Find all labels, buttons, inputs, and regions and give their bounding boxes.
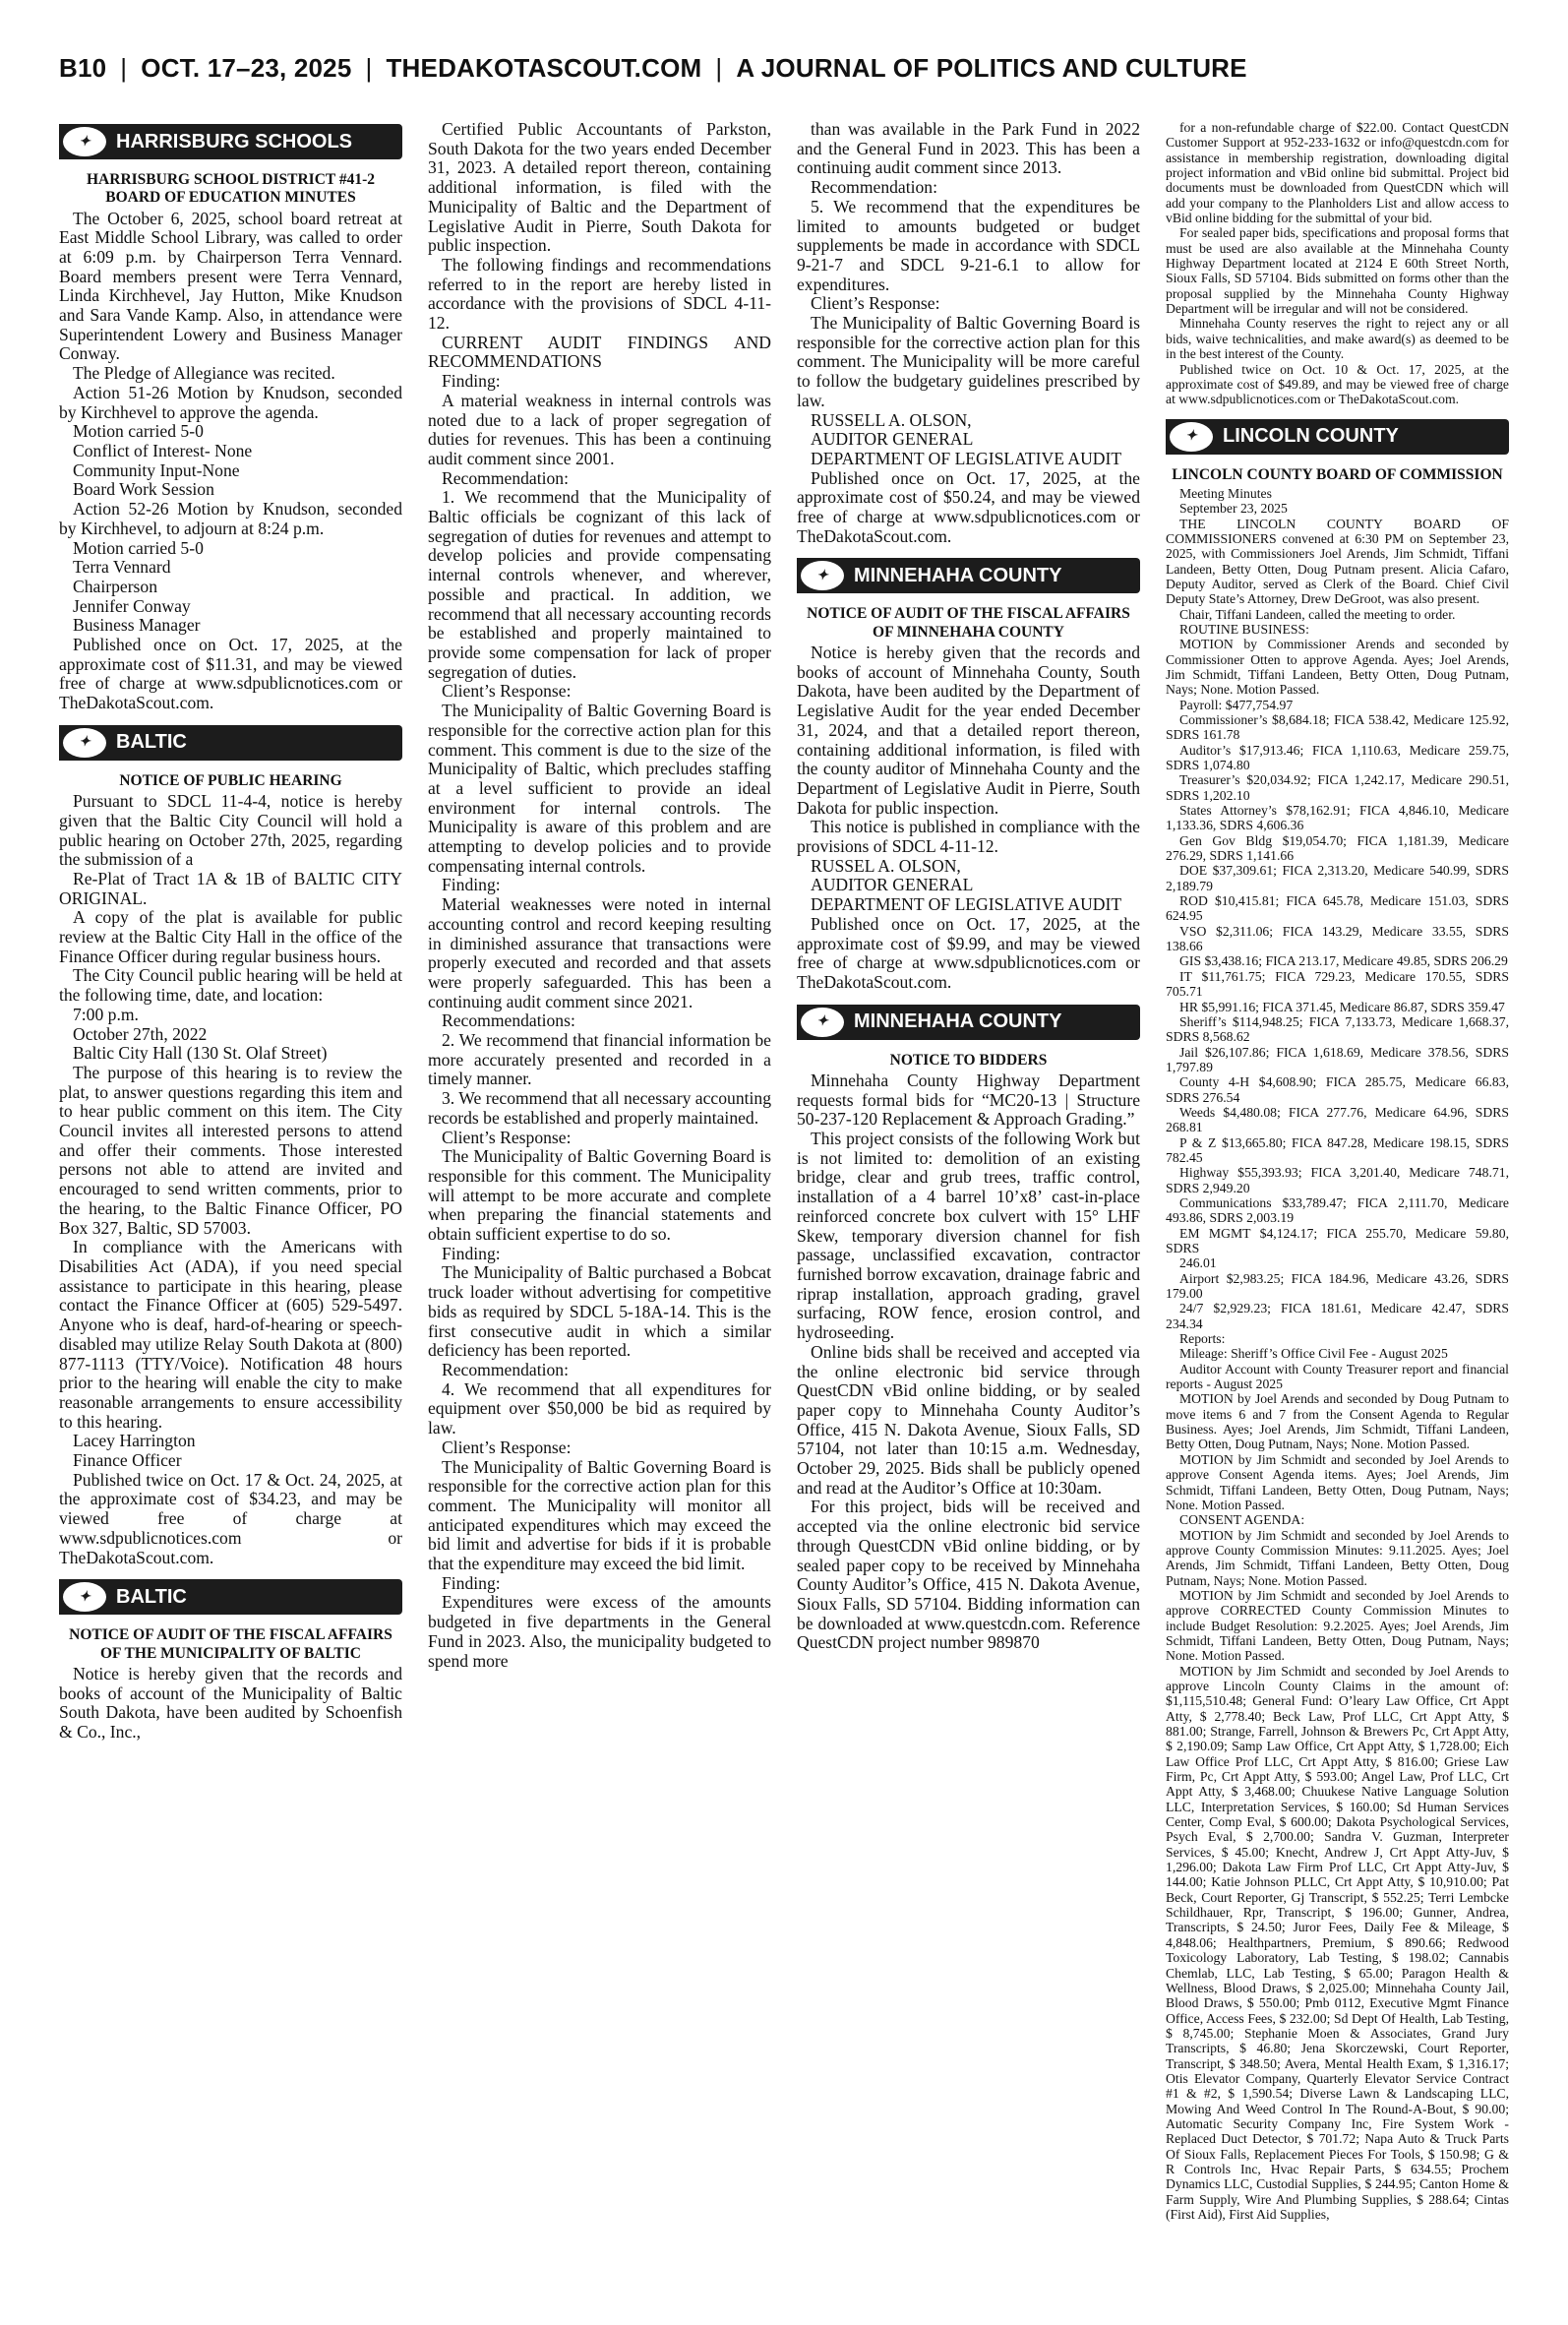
notice-title: NOTICE TO BIDDERS: [889, 1051, 1048, 1069]
notice-paragraph: Recommendation:: [442, 1360, 569, 1379]
notice-title: HARRISBURG SCHOOL DISTRICT #41-2 BOARD OF EDUCATION MINUTES: [87, 171, 375, 207]
notice-paragraph: Minnehaha County Highway Department requests formal bids for “MC20-13 | Structure 50-237-120 Replacement & Approach Grading.”: [797, 1070, 1140, 1130]
notice-paragraph: IT $11,761.75; FICA 729.23, Medicare 170.55, SDRS 705.71: [1166, 968, 1509, 1000]
notice-paragraph: Certified Public Accountants of Parkston, South Dakota for the two years ended December 31, 2023. A detailed report thereon, containing additional information, is filed with the Municipality of Baltic and the Department of Legislative Audit in Pierre, South Dakota for public inspection.: [428, 120, 771, 256]
notice-paragraph: Conflict of Interest- None: [73, 441, 253, 460]
section-banner-label: LINCOLN COUNTY: [1223, 425, 1399, 448]
column-2: [428, 120, 771, 2306]
notice-paragraph: For this project, bids will be received and accepted via the online electronic bid service through QuestCDN vBid online bidding, or by sealed paper copy to be received by Minnehaha County Auditor’s Office, 415 N. Dakota Avenue, Sioux Falls, SD 57104. Bidding information can be downloaded at www.questcdn.com. Reference QuestCDN project number 989870: [797, 1497, 1140, 1653]
notice-paragraph: A material weakness in internal controls was noted due to a lack of proper segregation of duties for revenues. This has been a continuing audit comment since 2001.: [428, 390, 771, 468]
column-4: [1166, 120, 1509, 2306]
notice-paragraph: A copy of the plat is available for public review at the Baltic City Hall in the office of the Finance Officer during regular business hours.: [59, 907, 402, 966]
notice-body: [1166, 120, 1509, 407]
site-name: THEDAKOTASCOUT.COM: [386, 52, 702, 83]
notice-paragraph: Client’s Response:: [811, 293, 940, 314]
notice-paragraph: Airport $2,983.25; FICA 184.96, Medicare 43.26, SDRS 179.00: [1166, 1270, 1509, 1302]
section-banner-label: BALTIC: [116, 1585, 187, 1608]
notice-paragraph: Expenditures were excess of the amounts budgeted in five departments in the General Fund in 2023. Also, the municipality budgeted to spend more: [428, 1592, 771, 1671]
notice-paragraph: Published once on Oct. 17, 2025, at the approximate cost of $11.31, and may be viewed free of charge at www.sdpublicnotices.com or TheDakotaScout.com.: [59, 635, 402, 713]
masthead-divider: |: [715, 52, 723, 83]
notice-paragraph: Finding:: [442, 1572, 501, 1593]
issue-dates: OCT. 17–23, 2025: [141, 52, 352, 83]
notice-paragraph: Action 51-26 Motion by Knudson, seconded by Kirchhevel to approve the agenda.: [59, 382, 402, 422]
notice-paragraph: Client’s Response:: [442, 1437, 572, 1457]
scout-logo-icon: ✦: [63, 127, 106, 156]
notice-paragraph: AUDITOR GENERAL: [811, 429, 974, 450]
notice-paragraph: DEPARTMENT OF LEGISLATIVE AUDIT: [811, 448, 1122, 468]
notice-paragraph: Baltic City Hall (130 St. Olaf Street): [73, 1043, 328, 1064]
scout-logo-icon: ✦: [1170, 422, 1213, 452]
notice-paragraph: Pursuant to SDCL 11-4-4, notice is hereby given that the Baltic City Council will hold a public hearing on October 27th, 2025, regarding the submission of a: [59, 791, 402, 870]
scout-logo-icon: ✦: [63, 1582, 106, 1612]
notice-paragraph: 5. We recommend that the expenditures be limited to amounts budgeted or budget supplements be made in accordance with SDCL 9-21-7 and SDCL 9-21-6.1 to allow for expenditures.: [797, 196, 1140, 294]
notice-paragraph: Finding:: [442, 875, 501, 895]
notice-paragraph: DOE $37,309.61; FICA 2,313.20, Medicare 540.99, SDRS 2,189.79: [1166, 863, 1509, 893]
notice-paragraph: Treasurer’s $20,034.92; FICA 1,242.17, Medicare 290.51, SDRS 1,202.10: [1166, 772, 1509, 803]
notice-paragraph: MOTION by Jim Schmidt and seconded by Joel Arends to approve Lincoln County Claims in the amount of: $1,115,510.48; General Fund: O’leary Law Office, Crt Appt Atty, $ 2,778.40; Beck Law, Prof LLC, Crt Appt Atty, $ 881.00; Strange, Farrell, Johnson & Brewers Pc, Crt Appt Atty, $ 2,190.09; Samp Law Office, Crt Appt Atty, $ 1,728.00; Eich Law Office Prof LLC, Crt Appt Atty, $ 816.00; Griese Law Firm, Pc, Crt Appt Atty, $ 593.00; Angel Law, Prof LLC, Crt Appt Atty, $ 3,468.00; Chuukese Native Language Solution LLC, Interpretation Services, $ 160.00; Sd Human Services Center, Comp Eval, $ 600.00; Dakota Psychological Services, Psych Eval, $ 2,700.00; Sandra V. Guzman, Interpreter Services, $ 45.00; Knecht, Andrew J, Crt Appt Atty-Juv, $ 1,296.00; Dakota Law Firm Prof LLC, Crt Appt Atty-Juv, $ 144.00; Katie Johnson PLLC, Crt Appt Atty, $ 10,910.00; Pat Beck, Court Reporter, Gj Transcript, $ 552.25; Terri Lembcke Schildhauer, Rpr, Transcript, $ 196.00; Gunner, Andrea, Transcripts, $ 24.50; Juror Fees, Daily Fee & Mileage, $ 4,848.06; Healthpartners, Premium, $ 890.66; Redwood Toxicology Laboratory, Lab Testing, $ 198.02; Cannabis Chemlab, LLC, Lab Testing, $ 65.00; Paragon Health & Wellness, Blood Draws, $ 2,025.00; Minnehaha County Jail, Blood Draws, $ 550.00; Pmb 0112, Executive Mgmt Finance Office, Access Fees, $ 232.00; Sd Dept Of Health, Lab Testing, $ 8,745.00; Stephanie Moen & Associates, Grand Jury Transcripts, $ 46.80; Jena Skorczewski, Court Reporter, Transcript, $ 348.50; Avera, Mental Health Exam, $ 1,316.17; Otis Elevator Company, Quarterly Elevator Service Contract #1 & #2, $ 1,590.54; Diverse Lawn & Landscaping LLC, Mowing And Weed Control In The Round-A-Bout, $ 90.00; Automatic Security Company Inc, Fire System Work - Replaced Duct Detector, $ 701.72; Napa Auto & Truck Parts Of Sioux Falls, Replacement Pieces For Tools, $ 150.98; G & R Controls Inc, Hvac Repair Parts, $ 634.55; Prochem Dynamics LLC, Custodial Supplies, $ 244.95; Canton Home & Farm Supply, Wire And Plumbing Supplies, $ 288.64; Cintas (First Aid), First Aid Supplies,: [1166, 1663, 1509, 2222]
notice-paragraph: MOTION by Commissioner Arends and seconded by Commissioner Otten to approve Agenda. Ayes; Joel Arends, Jim Schmidt, Tiffani Landeen, Betty Otten, Doug Putnam, Nays; None. Motion Passed.: [1166, 637, 1509, 698]
notice-paragraph: Published once on Oct. 17, 2025, at the approximate cost of $50.24, and may be viewed free of charge at www.sdpublicnotices.com or TheDakotaScout.com.: [797, 467, 1140, 546]
notice-paragraph: This notice is published in compliance with the provisions of SDCL 4-11-12.: [797, 817, 1140, 857]
notice-paragraph: Jennifer Conway: [73, 595, 191, 616]
column-3: [797, 120, 1140, 2306]
notice-paragraph: Action 52-26 Motion by Knudson, seconded by Kirchhevel, to adjourn at 8:24 p.m.: [59, 499, 402, 538]
notice-paragraph: MOTION by Jim Schmidt and seconded by Joel Arends to approve Consent Agenda items. Ayes; Joel Arends, Jim Schmidt, Tiffani Landeen, Betty Otten, Doug Putnam, Nays; None. Motion Passed.: [1166, 1451, 1509, 1512]
notice-paragraph: Motion carried 5-0: [73, 421, 204, 442]
notice-paragraph: Payroll: $477,754.97: [1179, 697, 1294, 712]
notice-paragraph: Online bids shall be received and accepted via the online electronic bid service through QuestCDN vBid online bidding, or by sealed paper copy to Minnehaha County Auditor’s Office, 415 N. Dakota Avenue, Sioux Falls, SD 57104, not later than 10:15 a.m. Wednesday, October 29, 2025. Bids shall be publicly opened and read at the Auditor’s Office at 10:30am.: [797, 1341, 1140, 1498]
notice-paragraph: Client’s Response:: [442, 1127, 572, 1147]
notice-paragraph: ROUTINE BUSINESS:: [1179, 621, 1309, 637]
notice-paragraph: 2. We recommend that financial information be more accurately presented and recorded in a timely manner.: [428, 1030, 771, 1089]
notice-body-continued: [1166, 1255, 1509, 2222]
notice-paragraph: Recommendation:: [811, 177, 937, 198]
notice-paragraph: Business Manager: [73, 615, 201, 636]
notice-paragraph: The purpose of this hearing is to review the plat, to answer questions regarding this item and to hear public comment on this item. The City Council invites all interested persons to attend and offer their comments. Those interested persons not able to attend are invited and encouraged to send written comments, prior to the hearing, to the Baltic Finance Officer, PO Box 327, Baltic, SD 57003.: [59, 1062, 402, 1238]
notice-paragraph: Published once on Oct. 17, 2025, at the approximate cost of $9.99, and may be viewed free of charge at www.sdpublicnotices.com or TheDakotaScout.com.: [797, 913, 1140, 992]
section-banner-minnehaha-county-bids: [797, 1005, 1140, 1040]
scout-logo-icon: ✦: [801, 1008, 844, 1037]
notice-paragraph: The Municipality of Baltic Governing Board is responsible for the corrective action plan for this comment. The Municipality will be more careful to follow the budgetary guidelines prescribed by law.: [797, 313, 1140, 410]
notice-paragraph: September 23, 2025: [1179, 501, 1288, 517]
notice-paragraph: The Municipality of Baltic Governing Board is responsible for this comment. The Municipality will attempt to be more accurate and complete when preparing the financial statements and obtain sufficient expertise to do so.: [428, 1146, 771, 1245]
section-banner-harrisburg-schools: [59, 124, 402, 159]
notice-paragraph: Motion carried 5-0: [73, 537, 204, 558]
notice-paragraph: GIS $3,438.16; FICA 213.17, Medicare 49.85, SDRS 206.29: [1179, 953, 1508, 969]
notice-paragraph: CONSENT AGENDA:: [1179, 1512, 1305, 1528]
notice-paragraph: CURRENT AUDIT FINDINGS AND RECOMMENDATIONS: [428, 332, 771, 372]
notice-paragraph: Community Input-None: [73, 459, 240, 480]
notice-paragraph: VSO $2,311.06; FICA 143.29, Medicare 33.55, SDRS 138.66: [1166, 923, 1509, 954]
notice-paragraph: Auditor’s $17,913.46; FICA 1,110.63, Medicare 259.75, SDRS 1,074.80: [1166, 742, 1509, 772]
notice-paragraph: Mileage: Sheriff’s Office Civil Fee - August 2025: [1179, 1346, 1448, 1362]
notice-paragraph: EM MGMT $4,124.17; FICA 255.70, Medicare 59.80, SDRS: [1166, 1225, 1509, 1255]
notice-paragraph: MOTION by Jim Schmidt and seconded by Joel Arends to approve County Commission Minutes: 9.11.2025. Ayes; Joel Arends, Jim Schmidt, Tiffani Landeen, Betty Otten, Doug Putnam, Nays; None. Motion Passed.: [1166, 1527, 1509, 1588]
notice-paragraph: Jail $26,107.86; FICA 1,618.69, Medicare 378.56, SDRS 1,797.89: [1166, 1044, 1509, 1074]
notice-paragraph: Notice is hereby given that the records and books of account of Minnehaha County, South Dakota, have been audited by the Department of Legislative Audit for the year ended December 31, 2024, and that a detailed report thereon, containing additional information, is filed with the county auditor of Minnehaha County and the Department of Legislative Audit in Pierre, South Dakota for public inspection.: [797, 642, 1140, 818]
notices-columns: [59, 120, 1509, 2306]
notice-paragraph: Meeting Minutes: [1179, 485, 1272, 501]
notice-paragraph: than was available in the Park Fund in 2022 and the General Fund in 2023. This has been a continuing audit comment since 2013.: [797, 120, 1140, 178]
notice-paragraph: States Attorney’s $78,162.91; FICA 4,846.10, Medicare 1,133.36, SDRS 4,606.36: [1166, 803, 1509, 833]
scout-logo-icon: ✦: [801, 561, 844, 590]
notice-paragraph: Chairperson: [73, 576, 157, 596]
masthead-divider: |: [120, 52, 128, 83]
notice-title: NOTICE OF PUBLIC HEARING: [119, 771, 342, 789]
notice-paragraph: Minnehaha County reserves the right to reject any or all bids, waive technicalities, and make award(s) as deemed to be in the best interest of the County.: [1166, 316, 1509, 362]
notice-paragraph: Commissioner’s $8,684.18; FICA 538.42, Medicare 125.92, SDRS 161.78: [1166, 711, 1509, 743]
tagline: A JOURNAL OF POLITICS AND CULTURE: [736, 52, 1247, 83]
notice-paragraph: The following findings and recommendations referred to in the report are hereby listed in accordance with the provisions of SDCL 4-11-12.: [428, 254, 771, 334]
section-banner-label: HARRISBURG SCHOOLS: [116, 130, 353, 153]
notice-paragraph: For sealed paper bids, specifications and proposal forms that must be used are also available at the Minnehaha County Highway Department located at 2124 E 60th Street North, Sioux Falls, SD 57104. Bids submitted on forms other than the proposal supplied by the Minnehaha County Highway Department will be irregular and will not be considered.: [1166, 225, 1509, 317]
notice-body: [797, 120, 1140, 546]
notice-paragraph: The Pledge of Allegiance was recited.: [73, 363, 335, 384]
notice-paragraph: MOTION by Jim Schmidt and seconded by Joel Arends to approve CORRECTED County Commission Minutes to include Budget Resolution: 9.2.2025. Ayes; Joel Arends, Jim Schmidt, Tiffani Landeen, Betty Otten, Doug Putnam, Nays; None. Motion Passed.: [1166, 1587, 1509, 1664]
notice-paragraph: Finance Officer: [73, 1450, 182, 1471]
notice-paragraph: AUDITOR GENERAL: [811, 875, 974, 895]
notice-title: NOTICE OF AUDIT OF THE FISCAL AFFAIRS OF MINNEHAHA COUNTY: [807, 605, 1130, 641]
notice-paragraph: Material weaknesses were noted in internal accounting control and record keeping resulting in diminished assurance that transactions were properly executed and recorded and that assets were properly safeguarded. This has been a continuing audit comment since 2021.: [428, 894, 771, 1011]
notice-paragraph: 4. We recommend that all expenditures for equipment over $50,000 be bid as required by law.: [428, 1378, 771, 1438]
notice-paragraph: Sheriff’s $114,948.25; FICA 7,133.73, Medicare 1,668.37, SDRS 8,568.62: [1166, 1013, 1509, 1045]
notice-body: [797, 643, 1140, 993]
section-banner-label: MINNEHAHA COUNTY: [854, 564, 1062, 586]
notice-paragraph: The October 6, 2025, school board retreat at East Middle School Library, was called to order at 6:09 p.m. by Chairperson Terra Vennard. Board members present were Terra Vennard, Linda Kirchhevel, Jay Hutton, Mike Knudson and Sara Vande Kamp. Also, in attendance were Superintendent Lowery and Business Manager Conway.: [59, 208, 402, 364]
notice-body: [59, 1665, 402, 1743]
notice-paragraph: Highway $55,393.93; FICA 3,201.40, Medicare 748.71, SDRS 2,949.20: [1166, 1165, 1509, 1195]
page-number: B10: [59, 52, 107, 83]
notice-paragraph: Weeds $4,480.08; FICA 277.76, Medicare 64.96, SDRS 268.81: [1166, 1104, 1509, 1135]
notice-paragraph: Reports:: [1179, 1331, 1226, 1347]
notice-paragraph: Chair, Tiffani Landeen, called the meeting to order.: [1179, 606, 1456, 622]
column-1: [59, 120, 402, 2306]
notice-paragraph: The Municipality of Baltic Governing Board is responsible for the corrective action plan for this comment. The Municipality will monitor all anticipated expenditures which may exceed the bid limit and advertise for bids if it is probable that the expenditure may exceed the bid limit.: [428, 1456, 771, 1574]
notice-paragraph: Published twice on Oct. 10 & Oct. 17, 2025, at the approximate cost of $49.89, and may be viewed free of charge at www.sdpublicnotices.com or TheDakotaScout.com.: [1166, 361, 1509, 407]
masthead-divider: |: [365, 52, 373, 83]
notice-paragraph: Terra Vennard: [73, 557, 171, 578]
notice-paragraph: DEPARTMENT OF LEGISLATIVE AUDIT: [811, 894, 1122, 915]
notice-paragraph: Recommendations:: [442, 1010, 575, 1031]
section-banner-baltic: [59, 725, 402, 761]
notice-paragraph: 246.01: [1179, 1255, 1217, 1271]
section-banner-label: MINNEHAHA COUNTY: [854, 1010, 1062, 1033]
notice-paragraph: County 4-H $4,608.90; FICA 285.75, Medicare 66.83, SDRS 276.54: [1166, 1074, 1509, 1105]
notice-paragraph: RUSSELL A. OLSON,: [811, 409, 972, 430]
notice-paragraph: ROD $10,415.81; FICA 645.78, Medicare 151.03, SDRS 624.95: [1166, 893, 1509, 924]
notice-title: NOTICE OF AUDIT OF THE FISCAL AFFAIRS OF THE MUNICIPALITY OF BALTIC: [69, 1626, 392, 1662]
masthead: [59, 51, 1509, 85]
notice-body: [59, 792, 402, 1567]
notice-body: [59, 210, 402, 713]
notice-paragraph: The Municipality of Baltic purchased a Bobcat truck loader without advertising for competitive bids as required by SDCL 5-18A-14. This is the first consecutive audit in which a similar deficiency has been reported.: [428, 1262, 771, 1361]
notice-paragraph: Client’s Response:: [442, 681, 572, 702]
notice-body: [1166, 486, 1509, 1256]
notice-paragraph: 1. We recommend that the Municipality of Baltic officials be cognizant of this lack of segregation of duties for revenues and attempt to develop policies and provide compensating internal controls whenever, and wherever, possible and practical. In addition, we recommend that all necessary accounting records be established and properly maintained to provide some compensation for lack of proper segregation of duties.: [428, 487, 771, 682]
notice-paragraph: RUSSEL A. OLSON,: [811, 855, 961, 876]
notice-title: LINCOLN COUNTY BOARD OF COMMISSION: [1172, 465, 1503, 483]
notice-paragraph: This project consists of the following Work but is not limited to: demolition of an existing bridge, clear and grub trees, traffic control, installation of a 4 barrel 10’x8’ cast-in-place reinforced concrete box culvert with 15° LHF Skew, temporary diversion channel for fish passage, unclassified excavation, contractor furnished borrow excavation, drainage fabric and riprap installation, approach grading, gravel surfacing, ROW fence, erosion control, and hydroseeding.: [797, 1129, 1140, 1343]
section-banner-minnehaha-county: [797, 558, 1140, 593]
notice-paragraph: for a non-refundable charge of $22.00. Contact QuestCDN Customer Support at 952-233-1632 or info@questcdn.com for assistance in membership registration, downloading digital project information and vBid online bid submittal. Project bid documents must be downloaded from QuestCDN which will add your company to the Planholders List and allow access to vBid online bidding for the submittal of your bid.: [1166, 120, 1509, 226]
notice-paragraph: Re-Plat of Tract 1A & 1B of BALTIC CITY ORIGINAL.: [59, 868, 402, 908]
notice-paragraph: HR $5,991.16; FICA 371.45, Medicare 86.87, SDRS 359.47: [1179, 999, 1505, 1014]
notice-paragraph: 7:00 p.m.: [73, 1004, 139, 1024]
notice-paragraph: Notice is hereby given that the records and books of account of the Municipality of Baltic South Dakota, have been audited by Schoenfish & Co., Inc.,: [59, 1663, 402, 1742]
notice-paragraph: THE LINCOLN COUNTY BOARD OF COMMISSIONERS convened at 6:30 PM on September 23, 2025, with Commissioners Joel Arends, Jim Schmidt, Tiffani Landeen, Betty Otten, Doug Putnam present. Alicia Cafaro, Deputy Auditor, served as Clerk of the Board. Chief Civil Deputy State’s Attorney, Drew DeGroot, was also present.: [1166, 516, 1509, 607]
notice-body: [797, 1071, 1140, 1653]
notice-paragraph: Finding:: [442, 371, 501, 392]
scout-logo-icon: ✦: [63, 728, 106, 758]
notice-paragraph: P & Z $13,665.80; FICA 847.28, Medicare 198.15, SDRS 782.45: [1166, 1134, 1509, 1165]
notice-paragraph: In compliance with the Americans with Disabilities Act (ADA), if you need special assistance to participate in this hearing, please contact the Finance Officer at (605) 529-5497. Anyone who is deaf, hard-of-hearing or speech-disabled may utilize Relay South Dakota at (800) 877-1113 (TTY/Voice). Notification 48 hours prior to the hearing will enable the city to make reasonable arrangements to ensure accessibility to this hearing.: [59, 1237, 402, 1432]
notice-paragraph: 24/7 $2,929.23; FICA 181.61, Medicare 42.47, SDRS 234.34: [1166, 1301, 1509, 1331]
notice-paragraph: Board Work Session: [73, 479, 214, 500]
notice-paragraph: Gen Gov Bldg $19,054.70; FICA 1,181.39, Medicare 276.29, SDRS 1,141.66: [1166, 832, 1509, 864]
section-banner-lincoln-county: [1166, 419, 1509, 455]
notice-paragraph: Communications $33,789.47; FICA 2,111.70, Medicare 493.86, SDRS 2,003.19: [1166, 1194, 1509, 1226]
section-banner-baltic-audit: [59, 1579, 402, 1615]
notice-paragraph: MOTION by Joel Arends and seconded by Doug Putnam to move items 6 and 7 from the Consent Agenda to Regular Business. Ayes; Joel Arends, Jim Schmidt, Tiffani Landeen, Betty Otten, Doug Putnam, Nays; None. Motion Passed.: [1166, 1391, 1509, 1452]
notice-paragraph: Published twice on Oct. 17 & Oct. 24, 2025, at the approximate cost of $34.23, and may be viewed free of charge at www.sdpublicnotices.com or TheDakotaScout.com.: [59, 1469, 402, 1567]
notice-paragraph: October 27th, 2022: [73, 1023, 208, 1044]
notice-paragraph: Lacey Harrington: [73, 1431, 196, 1451]
notice-paragraph: Finding:: [442, 1243, 501, 1263]
notice-paragraph: Auditor Account with County Treasurer report and financial reports - August 2025: [1166, 1361, 1509, 1392]
notice-body: [428, 120, 771, 1671]
notice-paragraph: 3. We recommend that all necessary accounting records be established and properly maintained.: [428, 1088, 771, 1128]
section-banner-label: BALTIC: [116, 731, 187, 754]
notice-paragraph: Recommendation:: [442, 467, 569, 488]
notice-paragraph: The Municipality of Baltic Governing Board is responsible for the corrective action plan for this comment. This comment is due to the size of the Municipality of Baltic, which precludes staffing at a level sufficient to provide an ideal environment for internal controls. The Municipality is aware of this problem and are attempting to develop policies and to provide compensating internal controls.: [428, 701, 771, 876]
notice-paragraph: The City Council public hearing will be held at the following time, date, and location:: [59, 965, 402, 1006]
